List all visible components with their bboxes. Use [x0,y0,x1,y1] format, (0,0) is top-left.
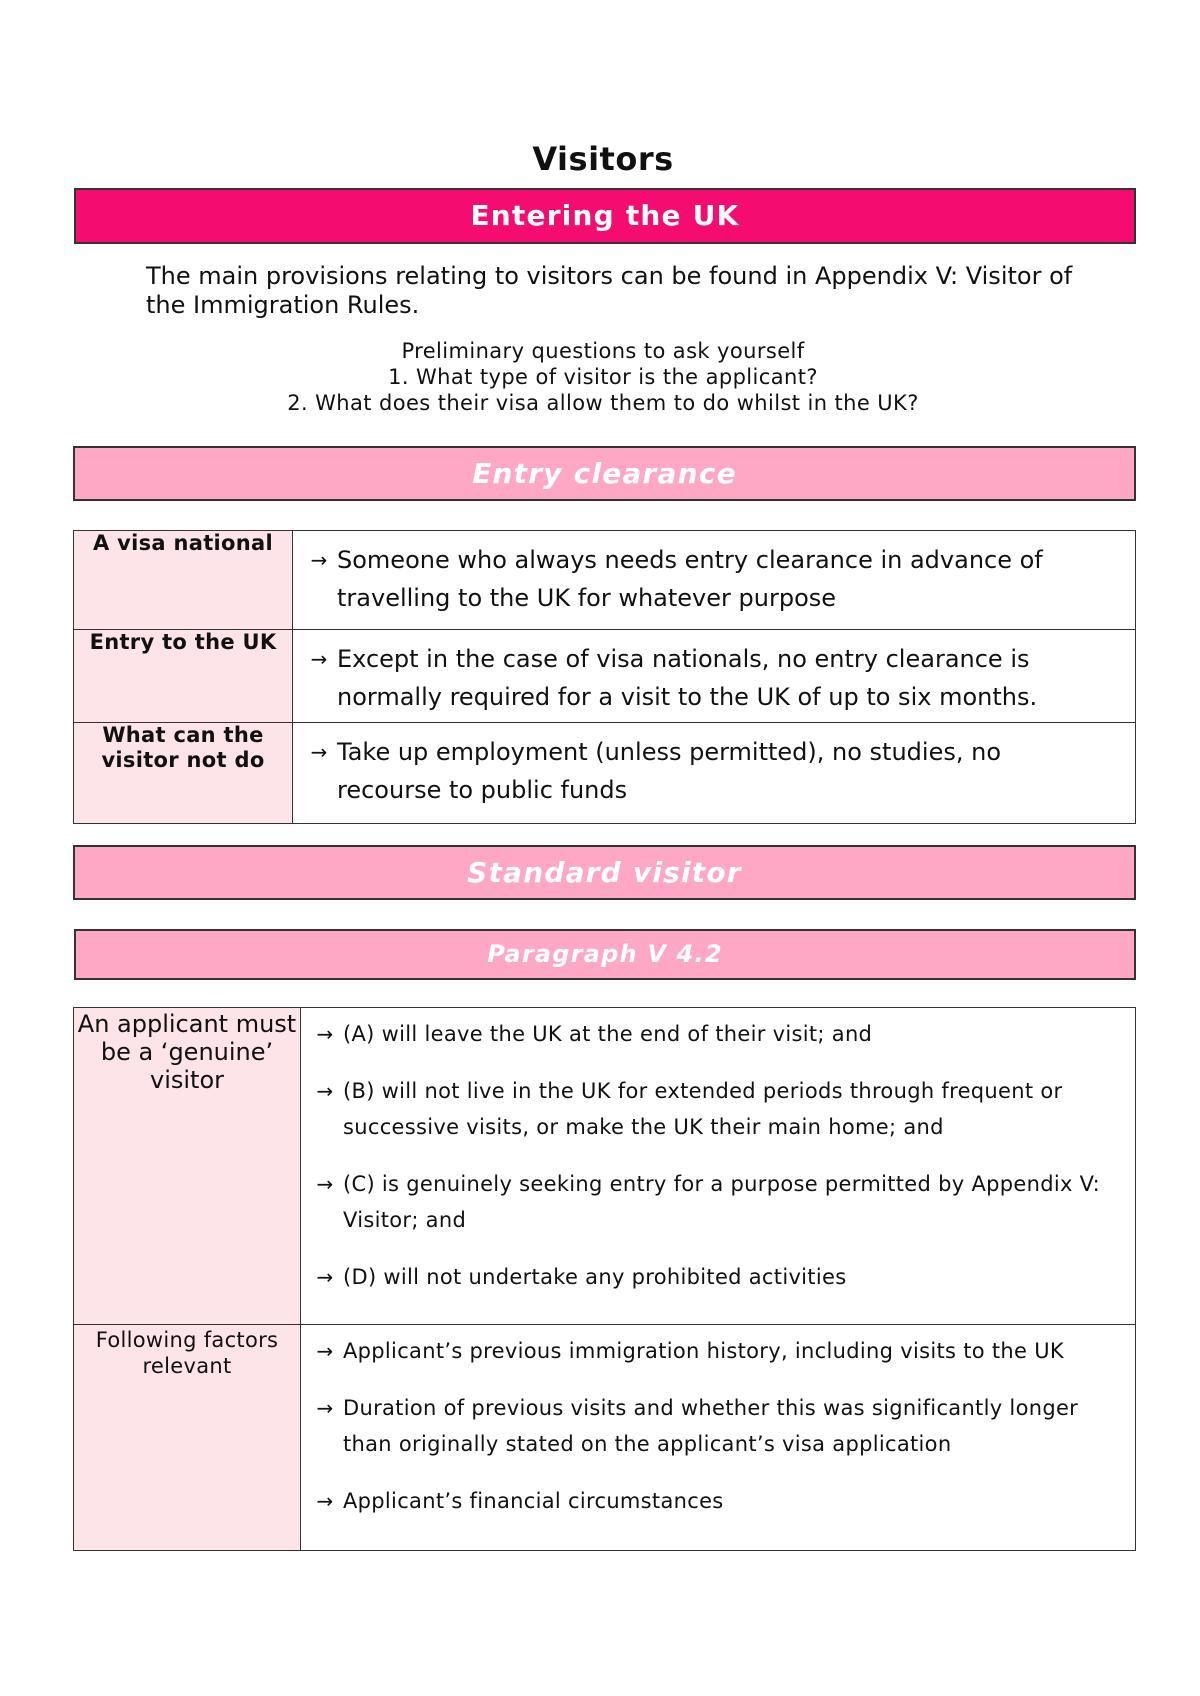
arrow-icon: → [316,1396,334,1420]
arrow-icon: → [310,548,328,572]
arrow-icon: → [316,1172,334,1196]
row-content [293,630,1136,723]
factors-list [301,1325,1136,1551]
arrow-icon: → [316,1489,334,1513]
entry-clearance-table [73,530,1136,824]
row-label: A visa national [74,531,293,630]
preliminary-questions [0,338,1200,416]
list-item: (B) will not live in the UK for extended periods through frequent or successive visits, or make the UK their main home; and [343,1079,1063,1139]
page-title: Visitors [532,140,674,178]
arrow-icon: → [316,1265,334,1289]
banner-standard-visitor: Standard visitor [73,845,1136,900]
row-text: Take up employment (unless permitted), no studies, no recourse to public funds [337,738,1001,804]
preliminary-question-2: 2. What does their visa allow them to do whilst in the UK? [287,391,919,415]
list-item: Applicant’s previous immigration history, including visits to the UK [343,1339,1064,1363]
arrow-icon: → [316,1339,334,1363]
list-item: Applicant’s financial circumstances [343,1489,724,1513]
list-item: (A) will leave the UK at the end of their visit; and [343,1022,873,1046]
arrow-icon: → [316,1022,334,1046]
table-row [74,723,1136,824]
table-row [74,1325,1136,1551]
banner-paragraph: Paragraph V 4.2 [74,929,1136,980]
preliminary-question-1: 1. What type of visitor is the applicant? [388,365,818,389]
preliminary-heading: Preliminary questions to ask yourself [401,339,805,363]
table-row [74,531,1136,630]
list-item: (D) will not undertake any prohibited activities [343,1265,847,1289]
banner-entering-uk: Entering the UK [74,188,1136,244]
list-item: Duration of previous visits and whether this was significantly longer than originally stated on the applicant’s visa application [343,1396,1079,1456]
row-content [293,723,1136,824]
row-text: Someone who always needs entry clearance in advance of travelling to the UK for whatever purpose [337,546,1043,612]
row-label: Entry to the UK [74,630,293,723]
row-label: What can the visitor not do [74,723,293,824]
genuine-visitor-label: An applicant must be a ‘genuine’ visitor [74,1008,301,1325]
list-item: (C) is genuinely seeking entry for a purpose permitted by Appendix V: Visitor; and [343,1172,1101,1232]
standard-visitor-table [73,1007,1136,1551]
banner-entry-clearance: Entry clearance [73,446,1136,501]
arrow-icon: → [310,647,328,671]
arrow-icon: → [310,740,328,764]
factors-label: Following factors relevant [74,1325,301,1551]
intro-paragraph: The main provisions relating to visitors can be found in Appendix V: Visitor of the Immigration Rules. [146,262,1073,319]
arrow-icon: → [316,1079,334,1103]
genuine-visitor-criteria [301,1008,1136,1325]
table-row [74,630,1136,723]
row-text: Except in the case of visa nationals, no entry clearance is normally required for a visit to the UK of up to six months. [337,645,1038,711]
row-content [293,531,1136,630]
table-row [74,1008,1136,1325]
